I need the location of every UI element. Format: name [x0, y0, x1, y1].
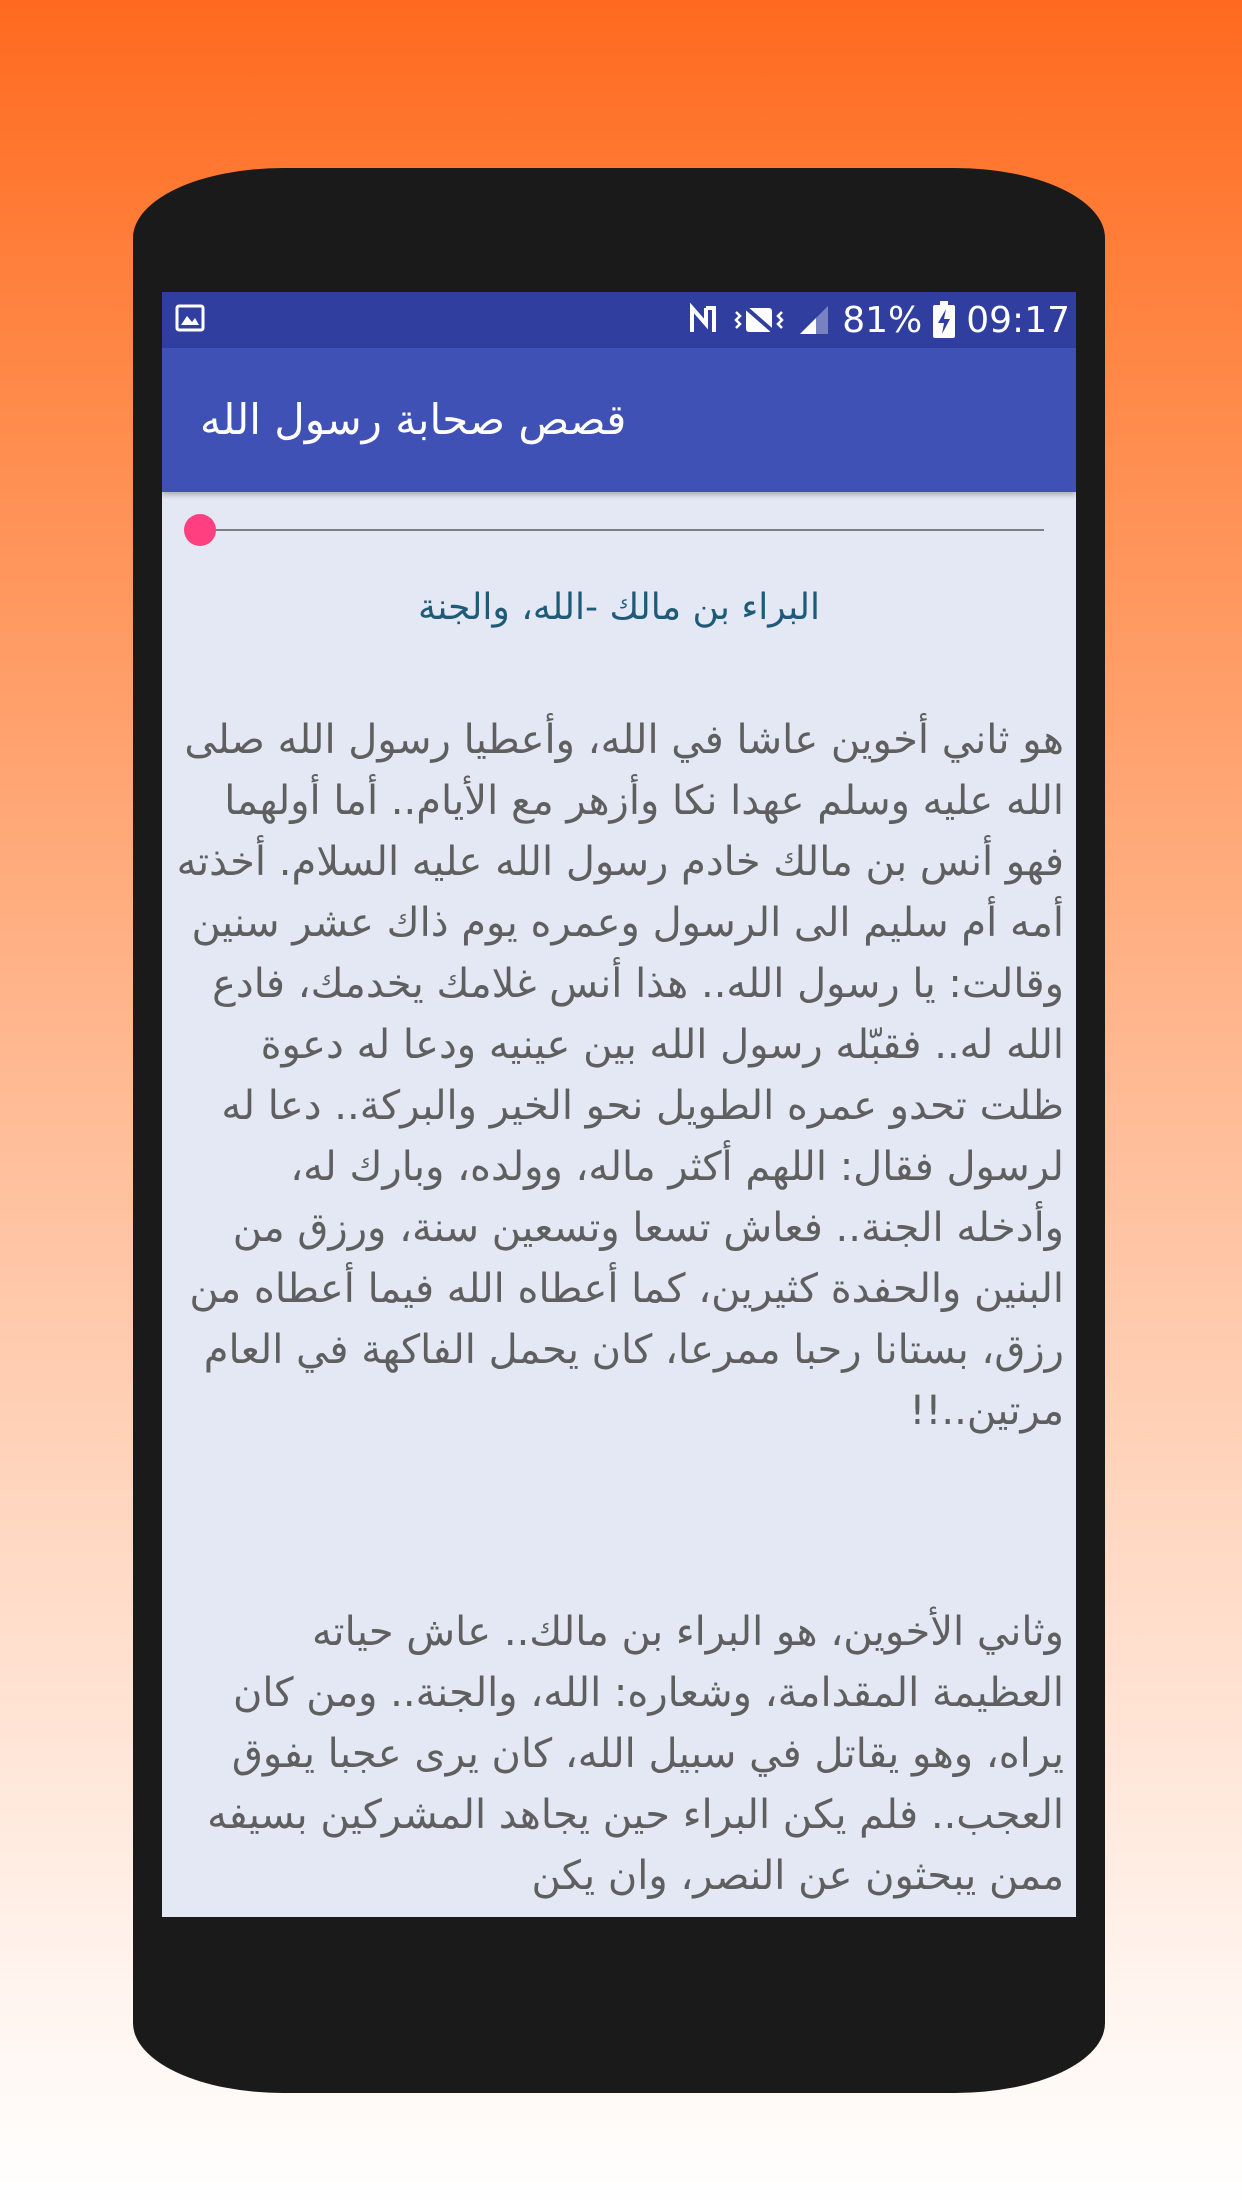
app-title: قصص صحابة رسول الله: [200, 395, 627, 444]
nfc-icon: [686, 302, 722, 338]
story-paragraph: وثاني الأخوين، هو البراء بن مالك.. عاش حياته العظيمة المقدامة، وشعاره: الله، والجنة.. ومن كان يراه، وهو يقاتل في سبيل الله، كان يرى عجبا يفوق العجب.. فلم يكن البراء حين يجاهد المشركين بسيفه ممن يبحثون عن النصر، وان يكن: [207, 1609, 1064, 1899]
battery-charging-icon: [932, 301, 956, 339]
audio-seekbar[interactable]: [184, 514, 1054, 546]
app-screen: [162, 292, 1076, 1917]
vibrate-icon: [732, 302, 786, 338]
story-title: البراء بن مالك -الله، والجنة: [418, 587, 820, 628]
battery-percentage: 81%: [842, 299, 923, 341]
seekbar-thumb[interactable]: [184, 514, 216, 546]
app-bar: [162, 348, 1076, 492]
status-indicators: [686, 292, 1070, 348]
paragraph-spacer: [176, 1442, 1064, 1602]
status-time: 09:17: [966, 299, 1070, 341]
status-bar: [162, 292, 1076, 348]
story-paragraph: هو ثاني أخوين عاشا في الله، وأعطيا رسول الله صلى الله عليه وسلم عهدا نكا وأزهر مع الأيام.. أما أولهما فهو أنس بن مالك خادم رسول الله عليه السلام. أخذته أمه أم سليم الى الرسول وعمره يوم ذاك عشر سنين وقالت: يا رسول الله.. هذا أنس غلامك يخدمك، فادع الله له.. فقبّله رسول الله بين عينيه ودعا له دعوة ظلت تحدو عمره الطويل نحو الخير والبركة.. دعا له لرسول فقال: اللهم أكثر ماله، وولده، وبارك له، وأدخله الجنة.. فعاش تسعا وتسعين سنة، ورزق من البنين والحفدة كثيرين، كما أعطاه الله فيما أعطاه من رزق، بستانا رحبا ممرعا، كان يحمل الفاكهة في العام مرتين..!!: [176, 717, 1064, 1434]
image-icon: [174, 302, 206, 334]
story-body[interactable]: [176, 710, 1064, 1907]
signal-icon: [796, 302, 832, 338]
seekbar-track[interactable]: [198, 529, 1044, 531]
